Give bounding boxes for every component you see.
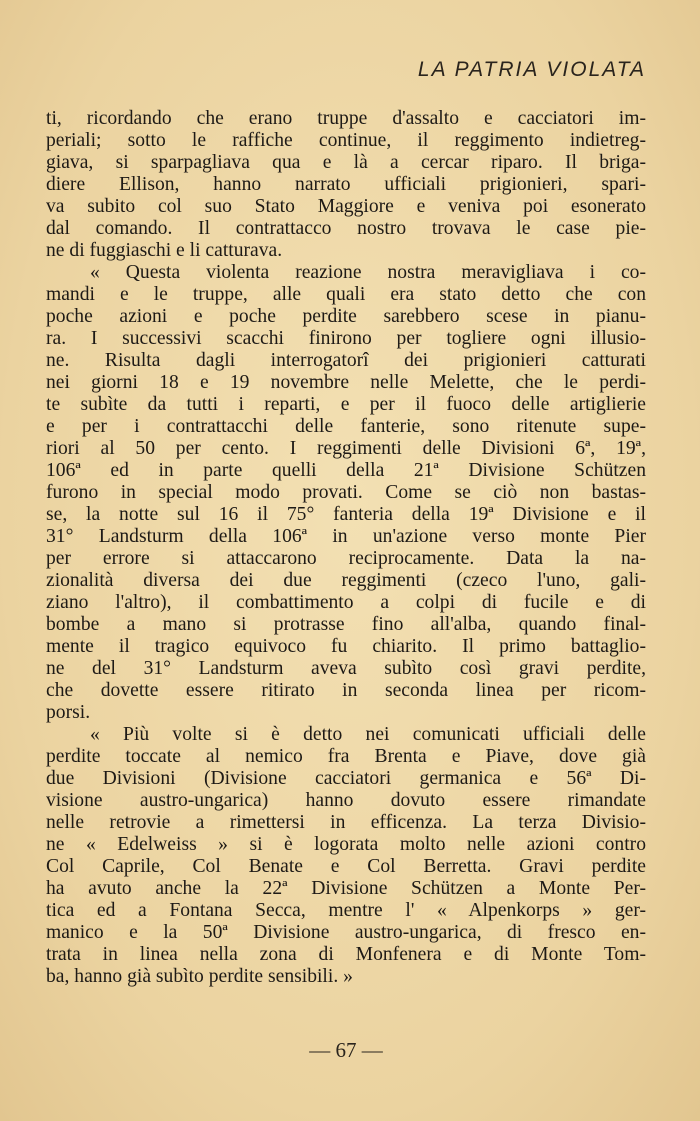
text-line: ne di fuggiaschi e li catturava. <box>46 240 283 261</box>
running-header: LA PATRIA VIOLATA <box>417 58 646 81</box>
text-line: te subìte da tutti i reparti, e per il fuoco delle artiglierie <box>46 394 646 415</box>
text-line: ne « Edelweiss » si è logorata molto nelle azioni contro <box>46 834 646 855</box>
text-line: ha avuto anche la 22ª Divisione Schützen a Monte Per- <box>46 878 646 899</box>
text-line: 106ª ed in parte quelli della 21ª Divisione Schützen <box>46 460 646 481</box>
text-line: poche azioni e poche perdite sarebbero scese in pianu- <box>46 306 646 327</box>
text-line: manico e la 50ª Divisione austro-ungarica, di fresco en- <box>46 922 646 943</box>
page-number: — 67 — <box>309 1038 383 1062</box>
text-line: porsi. <box>46 702 91 723</box>
text-line: periali; sotto le raffiche continue, il reggimento indietreg- <box>46 130 646 151</box>
body-text <box>46 108 646 988</box>
text-line: due Divisioni (Divisione cacciatori germanica e 56ª Di- <box>46 768 646 789</box>
text-line: ra. I successivi scacchi finirono per togliere ogni illusio- <box>46 328 646 349</box>
paragraph <box>46 262 646 724</box>
text-line: ne del 31° Landsturm aveva subìto così gravi perdite, <box>46 658 646 679</box>
text-line: mente il tragico equivoco fu chiarito. Il primo battaglio- <box>46 636 646 657</box>
text-line: nei giorni 18 e 19 novembre nelle Melette, che le perdi- <box>46 372 646 393</box>
paragraph <box>46 724 646 988</box>
text-line: visione austro-ungarica) hanno dovuto essere rimandate <box>46 790 646 811</box>
text-line: e per i contrattacchi delle fanterie, sono ritenute supe- <box>46 416 646 437</box>
text-line: ti, ricordando che erano truppe d'assalto e cacciatori im- <box>46 108 646 129</box>
text-line: riori al 50 per cento. I reggimenti delle Divisioni 6ª, 19ª, <box>46 438 646 459</box>
text-line: « Più volte si è detto nei comunicati ufficiali delle <box>90 724 646 745</box>
text-line: dal comando. Il contrattacco nostro trovava le case pie- <box>46 218 646 239</box>
text-line: che dovette essere ritirato in seconda linea per ricom- <box>46 680 646 701</box>
text-line: tica ed a Fontana Secca, mentre l' « Alpenkorps » ger- <box>46 900 646 921</box>
text-line: ziano l'altro), il combattimento a colpi di fucile e di <box>46 592 646 613</box>
text-line: trata in linea nella zona di Monfenera e di Monte Tom- <box>46 944 646 965</box>
book-page <box>46 0 646 1121</box>
text-line: per errore si attaccarono reciprocamente. Data la na- <box>46 548 646 569</box>
text-line: furono in special modo provati. Come se ciò non bastas- <box>46 482 646 503</box>
text-line: bombe a mano si protrasse fino all'alba, quando final- <box>46 614 646 635</box>
text-line: perdite toccate al nemico fra Brenta e Piave, dove già <box>46 746 646 767</box>
text-line: zionalità diversa dei due reggimenti (czeco l'uno, gali- <box>46 570 646 591</box>
text-line: « Questa violenta reazione nostra meravigliava i co- <box>90 262 646 283</box>
text-line: mandi e le truppe, alle quali era stato detto che con <box>46 284 646 305</box>
text-line: se, la notte sul 16 il 75° fanteria della 19ª Divisione e il <box>46 504 646 525</box>
text-line: nelle retrovie a rimettersi in efficenza. La terza Divisio- <box>46 812 646 833</box>
text-line: 31° Landsturm della 106ª in un'azione verso monte Pier <box>46 526 646 547</box>
text-line: ne. Risulta dagli interrogatorî dei prigionieri catturati <box>46 350 646 371</box>
text-line: Col Caprile, Col Benate e Col Berretta. Gravi perdite <box>46 856 646 877</box>
paragraph <box>46 108 646 262</box>
text-line: giava, si sparpagliava qua e là a cercar riparo. Il briga- <box>46 152 646 173</box>
text-line: diere Ellison, hanno narrato ufficiali prigionieri, spari- <box>46 174 646 195</box>
text-line: va subito col suo Stato Maggiore e veniva poi esonerato <box>46 196 646 217</box>
text-line: ba, hanno già subìto perdite sensibili. » <box>46 966 353 987</box>
